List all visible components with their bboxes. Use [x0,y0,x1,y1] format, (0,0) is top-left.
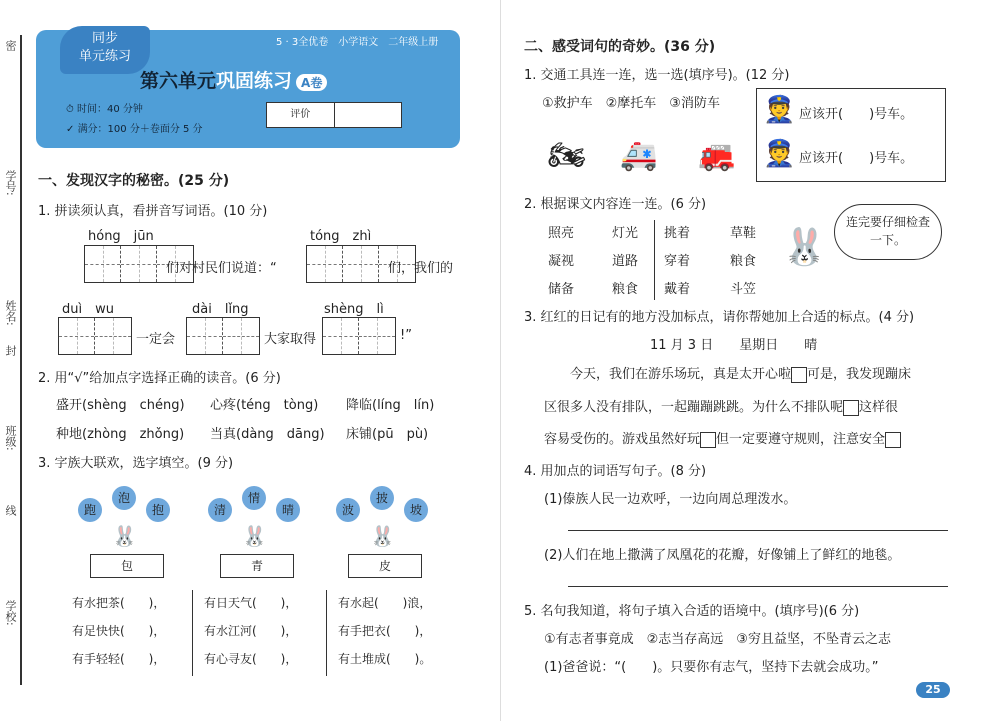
family-word: 抱 [146,498,170,522]
writing-grid[interactable] [322,317,396,355]
match-word[interactable]: 储备 [548,282,575,297]
grid-cell[interactable] [121,246,157,282]
match-word[interactable]: 戴着 [664,282,691,297]
answer-line[interactable] [568,586,948,587]
pinyin-dailing: dài lǐng [192,302,249,317]
match-word[interactable]: 灯光 [612,226,639,241]
full-score: ✓ 满分：100 分＋卷面分 5 分 [66,124,203,135]
pinyin-shengli: shèng lì [324,302,384,317]
seal-mark: 密 [4,40,17,51]
punctuation-box[interactable] [791,367,807,383]
match-col-1[interactable] [548,220,574,304]
fill-item[interactable]: 有水起( )浪， [338,596,432,610]
evaluation-input[interactable] [335,103,402,127]
grid-cell[interactable] [95,318,131,354]
reading-item[interactable]: 种地(zhòng zhǒng) [56,427,185,442]
fill-item[interactable]: 有土堆成( )。 [338,652,432,666]
match-word[interactable]: 挑着 [664,226,691,241]
root-character: 青 [220,554,294,578]
reading-item[interactable]: 降临(líng lín) [346,398,435,413]
version-tag: A卷 [296,74,327,91]
diary-line-3: 容易受伤的。游戏虽然好玩 但一定要遵守规则，注意安全 [544,428,901,448]
sentence-4-1: (1)傣族人民一边欢呼，一边向周总理泼水。 [544,492,797,507]
reading-item[interactable]: 心疼(téng tòng) [210,398,319,413]
grid-cell[interactable] [307,246,343,282]
family-word: 情 [242,486,266,510]
root-character: 包 [90,554,164,578]
punctuation-box[interactable] [700,432,716,448]
family-word: 波 [336,498,360,522]
grid-cell[interactable] [59,318,95,354]
family-word: 泡 [112,486,136,510]
grid-cell[interactable] [85,246,121,282]
title-part-b: 巩固练习 [216,70,293,92]
context-1[interactable]: (1)爸爸说：“( )。只要你有志气，坚持下去就会成功。” [544,660,879,675]
fill-item[interactable]: 有水把茶( )， [72,596,166,610]
ambulance-icon: 🚑 [620,138,658,173]
series-title: 5 · 3全优卷 小学语文 二年级上册 [276,37,439,48]
pinyin-duiwu: duì wu [62,302,114,317]
bunny-icon: 🐰 [112,524,137,548]
root-character: 皮 [348,554,422,578]
evaluation-label: 评价 [267,103,335,127]
page-number: 25 [916,682,950,698]
bunny-icon: 🐰 [782,227,827,268]
writing-grid[interactable] [58,317,132,355]
line-label: 线 [4,505,17,516]
question-1-1: 1. 拼读须认真，看拼音写词语。(10 分) [38,204,268,219]
vehicle-options: ①救护车 ②摩托车 ③消防车 [542,96,720,111]
answer-line[interactable]: 应该开( )号车。 [799,151,914,166]
fill-item[interactable]: 有手轻轻( )， [72,652,166,666]
family-word: 清 [208,498,232,522]
match-divider [654,220,655,300]
fill-item[interactable]: 有心寻友( )， [204,652,298,666]
question-2-3: 3. 红红的日记有的地方没加标点，请你帮她加上合适的标点。(4 分) [524,310,915,325]
fill-item[interactable]: 有足快快( )， [72,624,166,638]
table-divider [326,590,327,676]
word-family-3 [336,482,436,582]
reading-item[interactable]: 床铺(pū pù) [346,427,429,442]
writing-grid[interactable] [186,317,260,355]
question-1-2: 2. 用“√”给加点字选择正确的读音。(6 分) [38,371,281,386]
table-divider [192,590,193,676]
sentence-part-2: 们，我们的 [388,261,454,276]
match-word[interactable]: 道路 [612,254,639,269]
page-fold [500,0,501,721]
question-2-4: 4. 用加点的词语写句子。(8 分) [524,464,707,479]
reading-item[interactable]: 当真(dàng dāng) [210,427,325,442]
grid-cell[interactable] [343,246,379,282]
diary-line-1: 今天，我们在游乐场玩，真是太开心啦 可是，我发现蹦床 [570,367,912,382]
match-col-2[interactable] [612,220,638,304]
fill-item[interactable]: 有手把衣( )， [338,624,432,638]
answer-box [756,88,946,182]
grid-cell[interactable] [323,318,359,354]
quote-options: ①有志者事竟成 ②志当存高远 ③穷且益坚，不坠青云之志 [544,632,891,647]
seal-label: 封 [4,345,17,356]
pinyin-hongjun: hóng jūn [88,229,154,244]
match-word[interactable]: 斗笠 [730,282,757,297]
match-word[interactable]: 草鞋 [730,226,757,241]
sentence-part-3: 一定会 [136,332,176,347]
section-2-title: 二、感受词句的奇妙。(36 分) [524,39,716,55]
family-word: 坡 [404,498,428,522]
punctuation-box[interactable] [885,432,901,448]
answer-line[interactable]: 应该开( )号车。 [799,107,914,122]
question-2-2: 2. 根据课文内容连一连。(6 分) [524,197,707,212]
reading-item[interactable]: 盛开(shèng chéng) [56,398,185,413]
time-limit: ⏱ 时间：40 分钟 [66,104,143,115]
family-word: 晴 [276,498,300,522]
grid-cell[interactable] [359,318,395,354]
answer-line[interactable] [568,530,948,531]
page-title [140,66,327,93]
school-label: 学校: [4,600,17,626]
word-family-2 [208,482,308,582]
tip-bubble: 连完要仔细检查一下。 [834,204,942,260]
match-word[interactable]: 穿着 [664,254,691,269]
sentence-4-2: (2)人们在地上撒满了凤凰花的花瓣，好像铺上了鲜红的地毯。 [544,548,901,563]
class-label: 班级: [4,425,17,451]
diary-line-2: 区很多人没有排队，一起蹦蹦跳跳。为什么不排队呢 这样很 [544,400,899,415]
pinyin-tongzhi: tóng zhì [310,229,372,244]
sentence-part-4: 大家取得 [264,332,317,347]
bunny-icon: 🐰 [242,524,267,548]
name-label: 姓名: [4,300,17,326]
match-col-3[interactable] [664,220,690,304]
diary-date: 11 月 3 日 星期日 晴 [650,338,818,353]
motorcycle-icon: 🏍 [548,138,587,173]
match-word[interactable]: 粮食 [612,282,639,297]
fill-item[interactable]: 有日天气( )， [204,596,298,610]
sync-badge: 同步 单元练习 [60,26,150,74]
bunny-icon: 🐰 [370,524,395,548]
section-1-title: 一、发现汉字的秘密。(25 分) [38,173,230,189]
match-word[interactable]: 粮食 [730,254,757,269]
police-icon: 👮 [763,139,796,169]
match-word[interactable]: 凝视 [548,254,575,269]
sentence-part-5: !” [400,328,412,343]
grid-cell[interactable] [187,318,223,354]
sentence-part-1: 们对村民们说道：“ [166,261,277,276]
fill-item[interactable]: 有水江河( )， [204,624,298,638]
family-word: 跑 [78,498,102,522]
police-icon: 👮 [763,95,796,125]
family-word: 披 [370,486,394,510]
evaluation-box [266,102,402,128]
fire-truck-icon: 🚒 [698,138,736,173]
punctuation-box[interactable] [843,400,859,416]
grid-cell[interactable] [223,318,259,354]
match-word[interactable]: 照亮 [548,226,575,241]
student-id-label: 学号: [4,170,17,196]
match-col-4[interactable] [730,220,756,304]
question-1-3: 3. 字族大联欢，选字填空。(9 分) [38,456,234,471]
binding-line [20,35,22,685]
question-2-5: 5. 名句我知道，将句子填入合适的语境中。(填序号)(6 分) [524,604,860,619]
question-2-1: 1. 交通工具连一连，选一选(填序号)。(12 分) [524,68,790,83]
word-family-1 [78,482,178,582]
title-part-a: 第六单元 [140,70,217,92]
